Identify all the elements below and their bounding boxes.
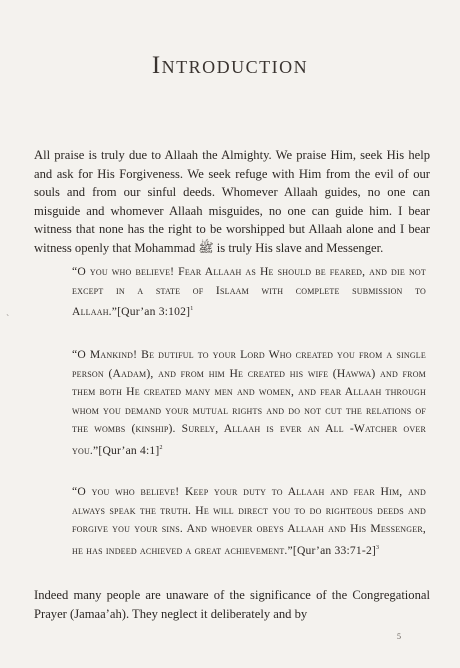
- quote-text: “O you who believe! Keep your duty to Allaah and fear Him, and always speak the truth. He will direct you to do righteous deeds and forgive you your sins. And whoever obeys Allaah and His Messenger, he has indeed achieved a great achievement.”: [72, 485, 426, 557]
- margin-mark: ˋ: [6, 314, 10, 325]
- quran-quote-2: [72, 346, 426, 460]
- quote-reference: [Qur’an 4:1]: [98, 443, 160, 457]
- quote-reference: [Qur’an 33:71-2]: [292, 543, 377, 557]
- quran-quote-3: [72, 483, 426, 560]
- page-number: 5: [397, 632, 401, 641]
- quote-text: “O you who believe! Fear Allaah as He should be feared, and die not except in a state of Islaam with complete submission to Allaah.”: [72, 265, 426, 318]
- closing-paragraph: Indeed many people are unaware of the significance of the Congregational Prayer (Jamaa’ah). They neglect it deliberately and by: [34, 588, 430, 621]
- footnote-marker: 2: [159, 444, 163, 451]
- footnote-marker: 1: [190, 306, 194, 312]
- footnote-marker: 3: [376, 544, 380, 551]
- show-through-text: [175, 78, 345, 150]
- page-title: Introduction: [151, 52, 309, 79]
- quote-text: “O Mankind! Be dutiful to your Lord Who created you from a single person (Aadam), and from him He created his wife (Hawwa) and from them both He created many men and women, and fear Allaah through whom you demand your mutual rights and do not cut the relations of the wombs (kinship). Surely, Allaah is ever an All -Watcher over you.”: [72, 348, 426, 457]
- quran-quote-1: [72, 263, 426, 322]
- intro-paragraph: All praise is truly due to Allaah the Almighty. We praise Him, seek His help and ask for His Forgiveness. We seek refuge with Him from the evil of our souls and from our sinful deeds. Whomever Allaah guides, no one can misguide and whomever Allaah misguides, no one can guide him. I bear witness that none has the right to be worshipped but Allaah alone and I bear witness openly that Mohammad ﷺ is truly His slave and Messenger.: [34, 148, 430, 255]
- quote-reference: [Qur’an 3:102]: [117, 305, 191, 318]
